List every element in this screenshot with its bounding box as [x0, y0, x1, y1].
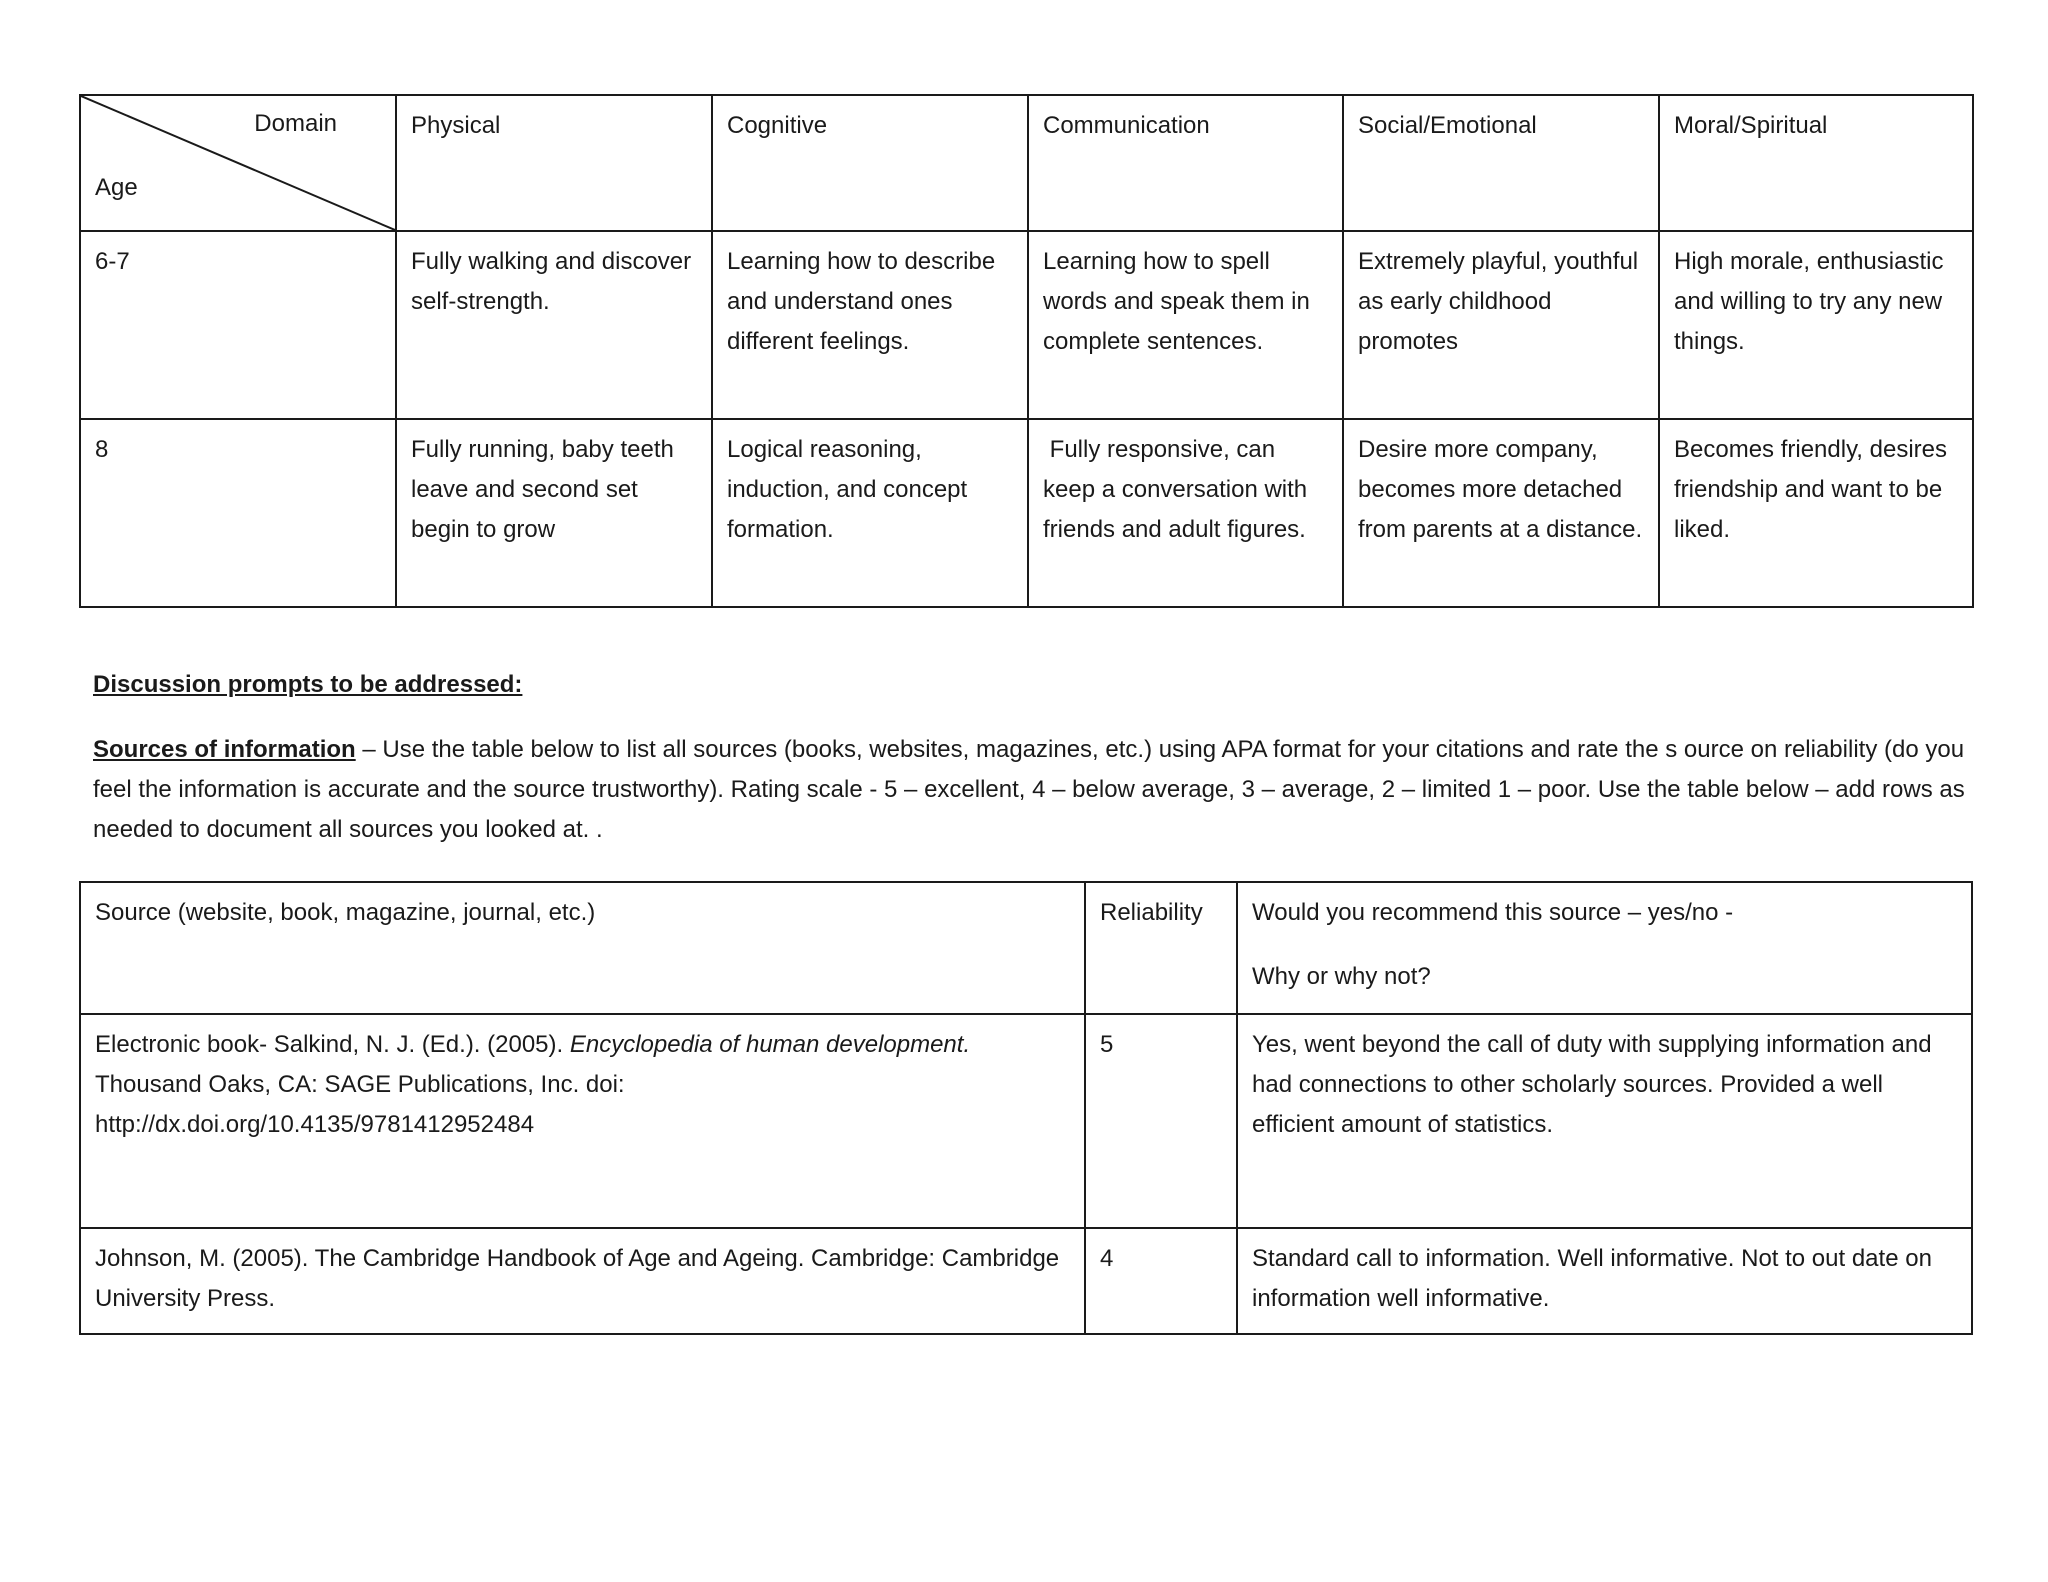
table-header-row — [80, 882, 1972, 1014]
moral-spiritual-cell: High morale, enthusiastic and willing to try any new things. — [1659, 231, 1973, 419]
age-axis-label: Age — [95, 174, 138, 201]
reliability-cell: 5 — [1085, 1014, 1237, 1228]
table-row — [80, 419, 1973, 607]
cognitive-cell: Learning how to describe and understand ones different feelings. — [712, 231, 1028, 419]
physical-cell: Fully running, baby teeth leave and second set begin to grow — [396, 419, 712, 607]
age-cell: 8 — [80, 419, 396, 607]
recommend-cell: Standard call to information. Well informative. Not to out date on information well informative. — [1237, 1228, 1972, 1334]
header-source: Source (website, book, magazine, journal, etc.) — [80, 882, 1085, 1014]
reliability-cell: 4 — [1085, 1228, 1237, 1334]
header-communication: Communication — [1028, 95, 1343, 231]
source-cell — [80, 1014, 1085, 1228]
cognitive-cell: Logical reasoning, induction, and concept formation. — [712, 419, 1028, 607]
recommend-cell: Yes, went beyond the call of duty with supplying information and had connections to other scholarly sources. Provided a well efficient amount of statistics. — [1237, 1014, 1972, 1228]
sources-table — [79, 881, 1973, 1335]
social-emotional-cell: Extremely playful, youthful as early childhood promotes — [1343, 231, 1659, 419]
source-cell — [80, 1228, 1085, 1334]
header-recommend — [1237, 882, 1972, 1014]
header-physical: Physical — [396, 95, 712, 231]
communication-cell: Fully responsive, can keep a conversation with friends and adult figures. — [1028, 419, 1343, 607]
sources-instructions-text: – Use the table below to list all sources (books, websites, magazines, etc.) using APA format for your citations and rate the s ource on reliability (do you feel the information is accurate and the source trustworthy). Rating scale - 5 – excellent, 4 – below average, 3 – average, 2 – limited 1 – poor. Use the table below – add rows as needed to document all sources you looked at. . — [93, 736, 1965, 843]
development-domains-table — [79, 94, 1974, 608]
line-gap — [1252, 933, 1957, 957]
header-recommend-question: Would you recommend this source – yes/no - — [1252, 899, 1734, 926]
header-recommend-why: Why or why not? — [1252, 963, 1431, 990]
table-row — [80, 231, 1973, 419]
social-emotional-cell: Desire more company, becomes more detached from parents at a distance. — [1343, 419, 1659, 607]
corner-header-cell — [80, 95, 396, 231]
table-row — [80, 1014, 1972, 1228]
citation-text: Electronic book- Salkind, N. J. (Ed.). (2005). — [95, 1031, 570, 1058]
physical-cell: Fully walking and discover self-strength. — [396, 231, 712, 419]
age-cell: 6-7 — [80, 231, 396, 419]
table-header-row — [80, 95, 1973, 231]
header-cognitive: Cognitive — [712, 95, 1028, 231]
moral-spiritual-cell: Becomes friendly, desires friendship and want to be liked. — [1659, 419, 1973, 607]
sources-instructions — [93, 730, 1973, 850]
communication-cell: Learning how to spell words and speak them in complete sentences. — [1028, 231, 1343, 419]
citation-title: Encyclopedia of human development. — [569, 1031, 971, 1058]
table-row — [80, 1228, 1972, 1334]
sources-lead: Sources of information — [93, 736, 356, 763]
discussion-heading: Discussion prompts to be addressed: — [93, 671, 523, 698]
citation-text: Johnson, M. (2005). The Cambridge Handbook of Age and Ageing. Cambridge: Cambridge University Press. — [95, 1245, 1060, 1312]
diagonal-divider — [81, 96, 395, 230]
citation-publisher: Thousand Oaks, CA: SAGE Publications, Inc. doi: http://dx.doi.org/10.4135/9781412952484 — [95, 1071, 625, 1138]
header-moral-spiritual: Moral/Spiritual — [1659, 95, 1973, 231]
domain-axis-label: Domain — [254, 110, 337, 137]
header-social-emotional: Social/Emotional — [1343, 95, 1659, 231]
header-reliability: Reliability — [1085, 882, 1237, 1014]
